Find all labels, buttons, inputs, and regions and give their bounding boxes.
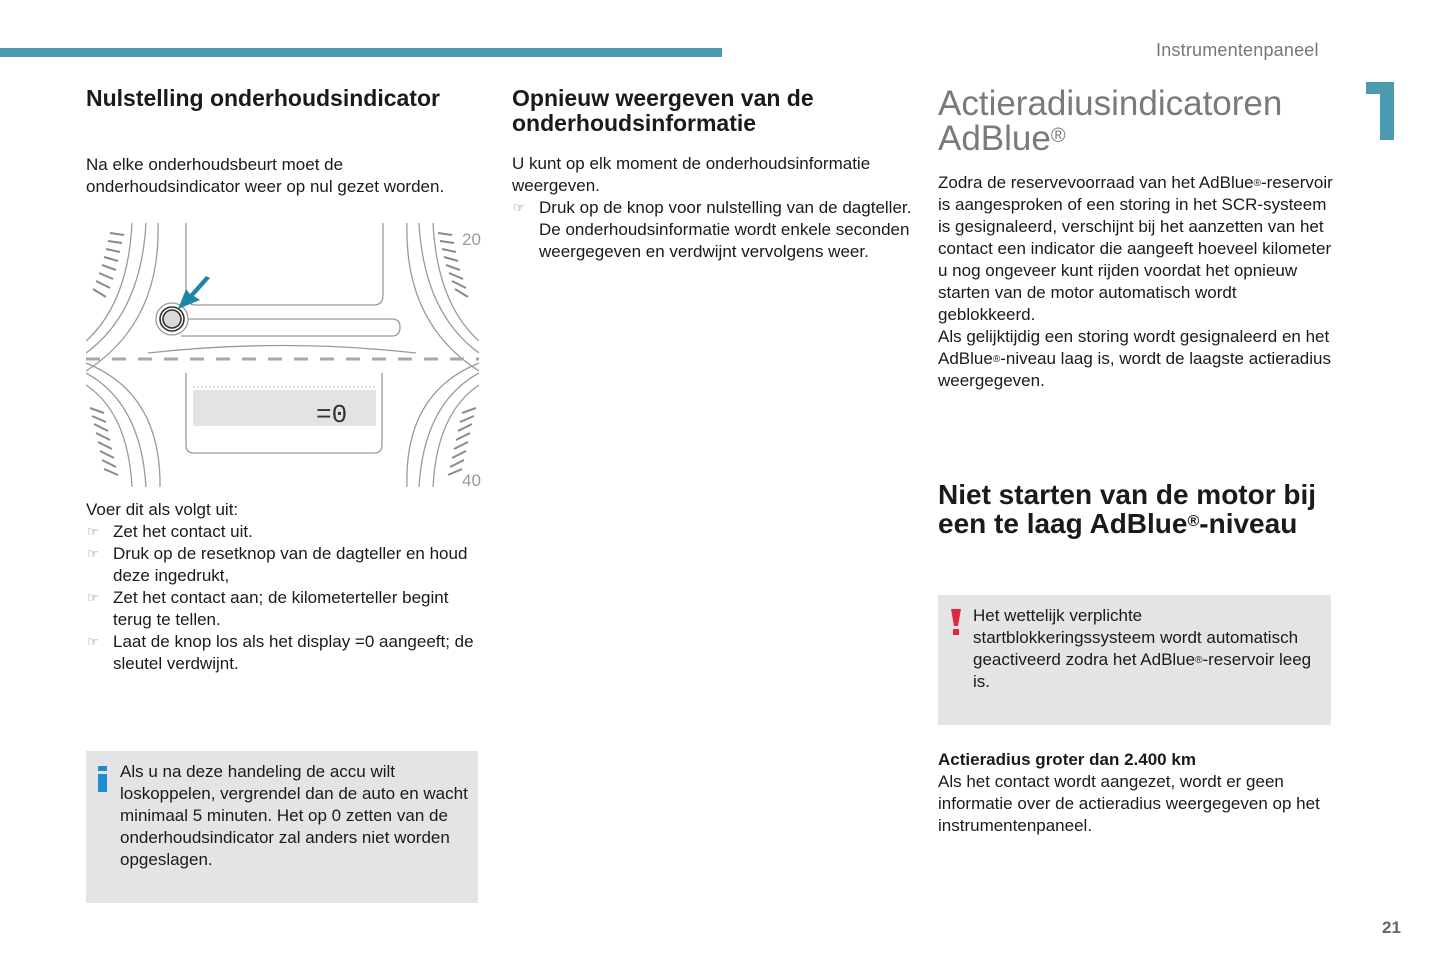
- column-reset-maintenance: [86, 86, 481, 198]
- intro-text: U kunt op elk moment de onderhoudsinformatie weergeven.: [512, 154, 871, 195]
- info-note-box: [86, 751, 478, 903]
- gauge-label-top: 20: [462, 230, 481, 249]
- hand-pointer-icon: ☞: [87, 524, 99, 539]
- warning-note-text: Het wettelijk verplichte startblokkeringssysteem wordt automatisch geactiveerd zodra het AdBlue®-reservoir leeg is.: [973, 606, 1312, 691]
- list-item: ☞ Druk op de resetknop van de dagteller en houd deze ingedrukt,: [87, 544, 468, 585]
- adblue-section-title: Actieradiusindicatoren AdBlue®: [938, 84, 1283, 158]
- dashboard-diagram-icon: [86, 223, 481, 490]
- column-show-maintenance-info: [512, 86, 912, 263]
- section-title: Opnieuw weergeven van de onderhoudsinformatie: [512, 85, 814, 136]
- list-item: ☞ Zet het contact uit.: [87, 522, 253, 541]
- instrument-cluster-illustration: [86, 223, 481, 490]
- hand-pointer-icon: ☞: [87, 546, 99, 561]
- intro-text: Na elke onderhoudsbeurt moet de onderhoudsindicator weer op nul gezet worden.: [86, 155, 445, 196]
- info-icon: [98, 766, 107, 792]
- column-reset-steps: [86, 499, 481, 675]
- adblue-description: Zodra de reservevoorraad van het AdBlue®-reservoir is aangesproken of een storing in het SCR-systeem is gesignaleerd, verschijnt bij het aanzetten van het contact een indicator die aangeeft hoeveel kilometer u nog ongeveer kunt rijden voordat het opnieuw starten van de motor automatisch wordt geblokkeerd. Als gelijktijdig een storing wordt gesignaleerd en het AdBlue®-niveau laag is, wordt de laagste actieradius weergegeven.: [938, 173, 1333, 390]
- hand-pointer-icon: ☞: [513, 200, 525, 215]
- running-header: Instrumentenpaneel: [1156, 40, 1319, 60]
- column-adblue-range: [938, 86, 1333, 392]
- hand-pointer-icon: ☞: [87, 634, 99, 649]
- column-no-start: [938, 480, 1333, 538]
- column-range-over-2400: [938, 749, 1333, 837]
- warning-note-box: [938, 595, 1331, 725]
- gauge-label-bottom: 40: [462, 471, 481, 490]
- list-item: ☞ Druk op de knop voor nulstelling van de dagteller. De onderhoudsinformatie wordt enkele seconden weergegeven en verdwijnt vervolgens weer.: [513, 198, 912, 261]
- pointer-arrow-icon: [178, 276, 210, 309]
- steps-intro: Voer dit als volgt uit:: [86, 500, 239, 519]
- list-item: ☞ Laat de knop los als het display =0 aangeeft; de sleutel verdwijnt.: [87, 632, 474, 673]
- subsection-title: Actieradius groter dan 2.400 km: [938, 750, 1196, 769]
- list-item: ☞ Zet het contact aan; de kilometerteller begint terug te tellen.: [87, 588, 449, 629]
- warning-icon: [950, 609, 962, 635]
- header-accent-bar: [0, 48, 722, 57]
- chapter-number-badge: [1366, 82, 1394, 140]
- steps-list: [86, 521, 481, 675]
- no-start-section-title: Niet starten van de motor bij een te laag AdBlue®-niveau: [938, 479, 1317, 539]
- section-title: Nulstelling onderhoudsindicator: [86, 85, 440, 111]
- steps-list: [512, 197, 912, 263]
- info-note-text: Als u na deze handeling de accu wilt loskoppelen, vergrendel dan de auto en wacht minimaal 5 minuten. Het op 0 zetten van de onderhoudsindicator zal anders niet worden opgeslagen.: [120, 762, 468, 869]
- chapter-one-glyph-icon: [1366, 82, 1394, 140]
- hand-pointer-icon: ☞: [87, 590, 99, 605]
- lcd-display-value: =0: [316, 400, 348, 430]
- subsection-text: Als het contact wordt aangezet, wordt er geen informatie over de actieradius weergegeven op het instrumentenpaneel.: [938, 772, 1320, 835]
- page-number: 21: [1382, 918, 1401, 937]
